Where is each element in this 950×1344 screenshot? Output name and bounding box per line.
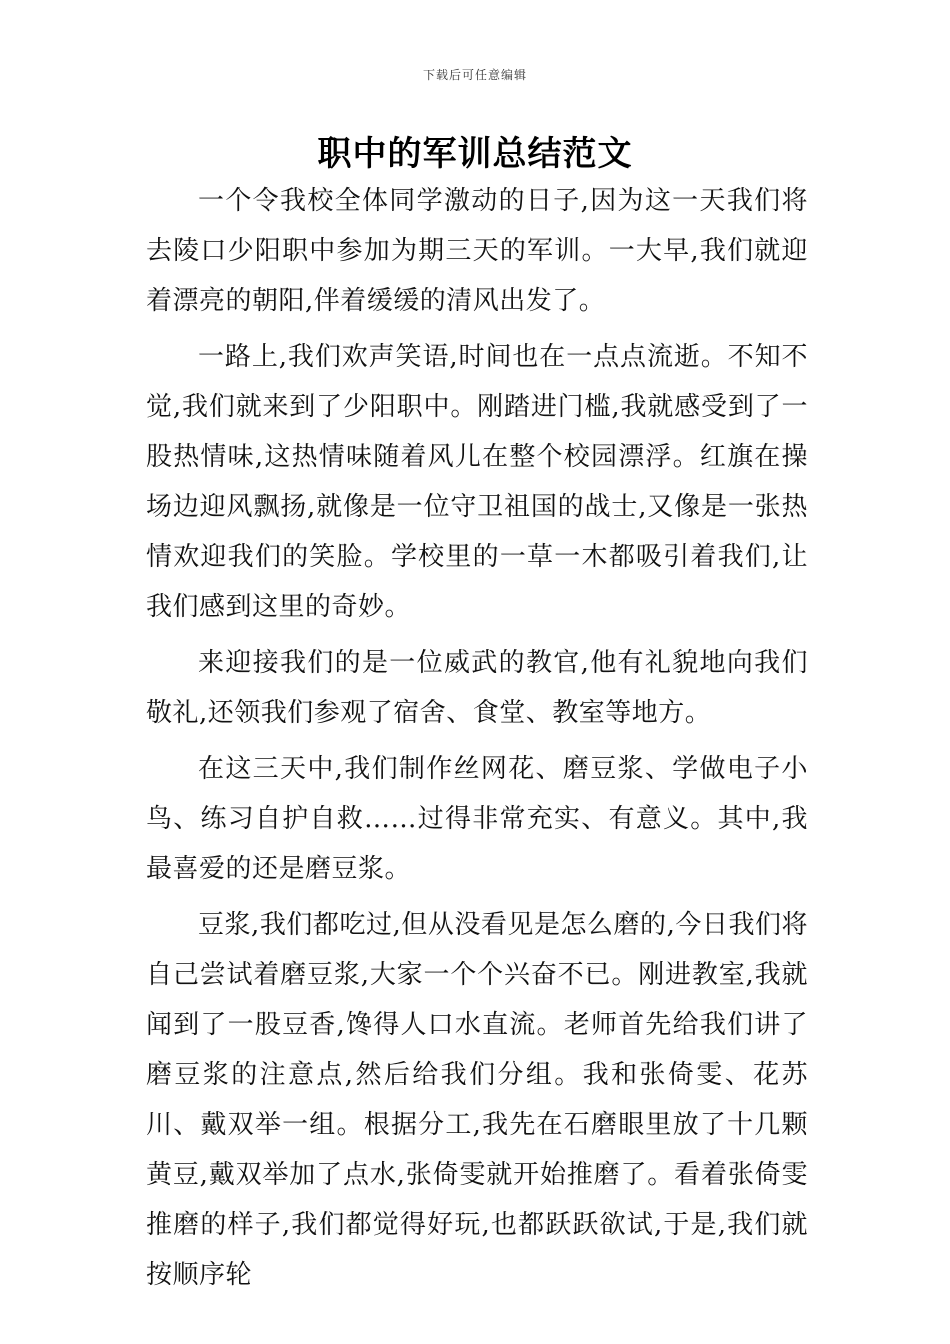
header-note: 下载后可任意编辑 [422,68,527,82]
paragraph-5: 豆浆,我们都吃过,但从没看见是怎么磨的,今日我们将自己尝试着磨豆浆,大家一个个兴奋不已。刚进教室,我就闻到了一股豆香,馋得人口水直流。老师首先给我们讲了磨豆浆的注意点,然后给我们分组。我和张倚雯、花苏川、戴双举一组。根据分工,我先在石磨眼里放了十几颗黄豆,戴双举加了点水,张倚雯就开始推磨了。看着张倚雯推磨的样子,我们都觉得好玩,也都跃跃欲试,于是,我们就按顺序轮 [146,910,808,1290]
paragraph-4: 在这三天中,我们制作丝网花、磨豆浆、学做电子小鸟、练习自护自救……过得非常充实、有意义。其中,我最喜爱的还是磨豆浆。 [146,754,808,884]
paragraph-3: 来迎接我们的是一位威武的教官,他有礼貌地向我们敬礼,还领我们参观了宿舍、食堂、教室等地方。 [146,648,808,728]
document-title: 职中的军训总结范文 [317,134,633,174]
paragraph-2: 一路上,我们欢声笑语,时间也在一点点流逝。不知不觉,我们就来到了少阳职中。刚踏进门槛,我就感受到了一股热情味,这热情味随着风儿在整个校园漂浮。红旗在操场边迎风飘扬,就像是一位守卫祖国的战士,又像是一张热情欢迎我们的笑脸。学校里的一草一木都吸引着我们,让我们感到这里的奇妙。 [146,342,808,622]
document-body [146,176,808,1306]
paragraph-1: 一个令我校全体同学激动的日子,因为这一天我们将去陵口少阳职中参加为期三天的军训。一大早,我们就迎着漂亮的朝阳,伴着缓缓的清风出发了。 [146,186,808,316]
